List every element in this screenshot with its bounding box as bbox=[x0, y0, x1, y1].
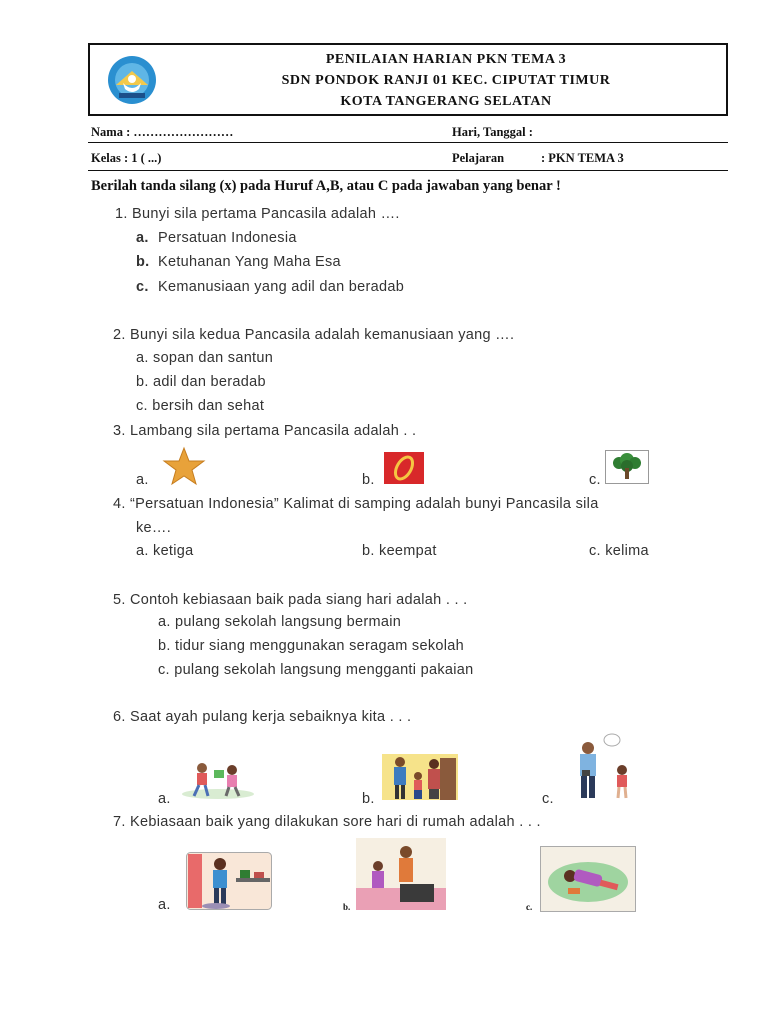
q1-option-c-letter[interactable]: c. bbox=[136, 279, 149, 295]
instruction: Berilah tanda silang (x) pada Huruf A,B, atau C pada jawaban yang benar ! bbox=[91, 178, 561, 194]
divider bbox=[88, 170, 728, 171]
q5-option-a[interactable]: a. pulang sekolah langsung bermain bbox=[158, 614, 402, 630]
q6-option-c[interactable]: c. bbox=[542, 791, 554, 807]
q4-option-c[interactable]: c. kelima bbox=[589, 543, 649, 559]
q1-option-b[interactable]: Ketuhanan Yang Maha Esa bbox=[158, 254, 341, 270]
header-line-3: KOTA TANGERANG SELATAN bbox=[340, 94, 552, 109]
q7-option-b[interactable]: b. bbox=[343, 902, 351, 912]
q3-option-b[interactable]: b. bbox=[362, 472, 375, 488]
name-field[interactable]: Nama : …………………… bbox=[91, 125, 234, 139]
q2-option-b[interactable]: b. adil dan beradab bbox=[136, 374, 266, 390]
q1-option-c[interactable]: Kemanusiaan yang adil dan beradab bbox=[158, 279, 405, 295]
q4-option-a[interactable]: a. ketiga bbox=[136, 543, 194, 559]
q3-option-a[interactable]: a. bbox=[136, 472, 149, 488]
subject-label: Pelajaran bbox=[452, 151, 505, 165]
greeting-father-picture bbox=[382, 754, 458, 800]
date-field[interactable]: Hari, Tanggal : bbox=[452, 125, 533, 139]
q5-option-b[interactable]: b. tidur siang menggunakan seragam sekolah bbox=[158, 638, 465, 654]
q1-option-b-letter[interactable]: b. bbox=[136, 254, 150, 270]
question-5: 5. Contoh kebiasaan baik pada siang hari adalah . . . bbox=[113, 592, 468, 608]
q1-option-a-letter[interactable]: a. bbox=[136, 230, 149, 246]
subject-value: : PKN TEMA 3 bbox=[541, 151, 624, 165]
header-line-2: SDN PONDOK RANJI 01 KEC. CIPUTAT TIMUR bbox=[281, 73, 611, 88]
question-2: 2. Bunyi sila kedua Pancasila adalah kemanusiaan yang …. bbox=[113, 327, 515, 343]
q1-option-a[interactable]: Persatuan Indonesia bbox=[158, 230, 297, 246]
header-line-1: PENILAIAN HARIAN PKN TEMA 3 bbox=[325, 52, 567, 67]
father-and-child-picture bbox=[568, 730, 648, 802]
children-playing-picture bbox=[180, 760, 256, 800]
question-6: 6. Saat ayah pulang kerja sebaiknya kita . . . bbox=[113, 709, 412, 725]
q2-option-a[interactable]: a. sopan dan santun bbox=[136, 350, 274, 366]
q2-option-c[interactable]: c. bersih dan sehat bbox=[136, 398, 265, 414]
q6-option-b[interactable]: b. bbox=[362, 791, 375, 807]
child-sleeping-picture bbox=[540, 846, 636, 912]
question-3: 3. Lambang sila pertama Pancasila adalah . . bbox=[113, 423, 417, 439]
tut-wuri-logo bbox=[101, 53, 163, 107]
q4-option-b[interactable]: b. keempat bbox=[362, 543, 437, 559]
child-at-home-picture bbox=[186, 852, 272, 910]
chain-icon bbox=[384, 452, 424, 484]
divider bbox=[88, 142, 728, 143]
q7-option-a[interactable]: a. bbox=[158, 897, 171, 913]
q3-option-c[interactable]: c. bbox=[589, 472, 601, 488]
banyan-tree-icon bbox=[605, 450, 649, 484]
mother-and-child-picture bbox=[356, 838, 446, 910]
class-field: Kelas : 1 ( ...) bbox=[91, 151, 162, 165]
question-7: 7. Kebiasaan baik yang dilakukan sore hari di rumah adalah . . . bbox=[113, 814, 541, 830]
q7-option-c[interactable]: c. bbox=[526, 902, 533, 912]
question-4: 4. “Persatuan Indonesia” Kalimat di samping adalah bunyi Pancasila sila bbox=[113, 496, 599, 512]
star-icon bbox=[160, 446, 208, 486]
question-4-cont: ke…. bbox=[136, 520, 172, 536]
question-1: 1. Bunyi sila pertama Pancasila adalah …. bbox=[115, 206, 400, 222]
q6-option-a[interactable]: a. bbox=[158, 791, 171, 807]
q5-option-c[interactable]: c. pulang sekolah langsung mengganti pakaian bbox=[158, 662, 474, 678]
